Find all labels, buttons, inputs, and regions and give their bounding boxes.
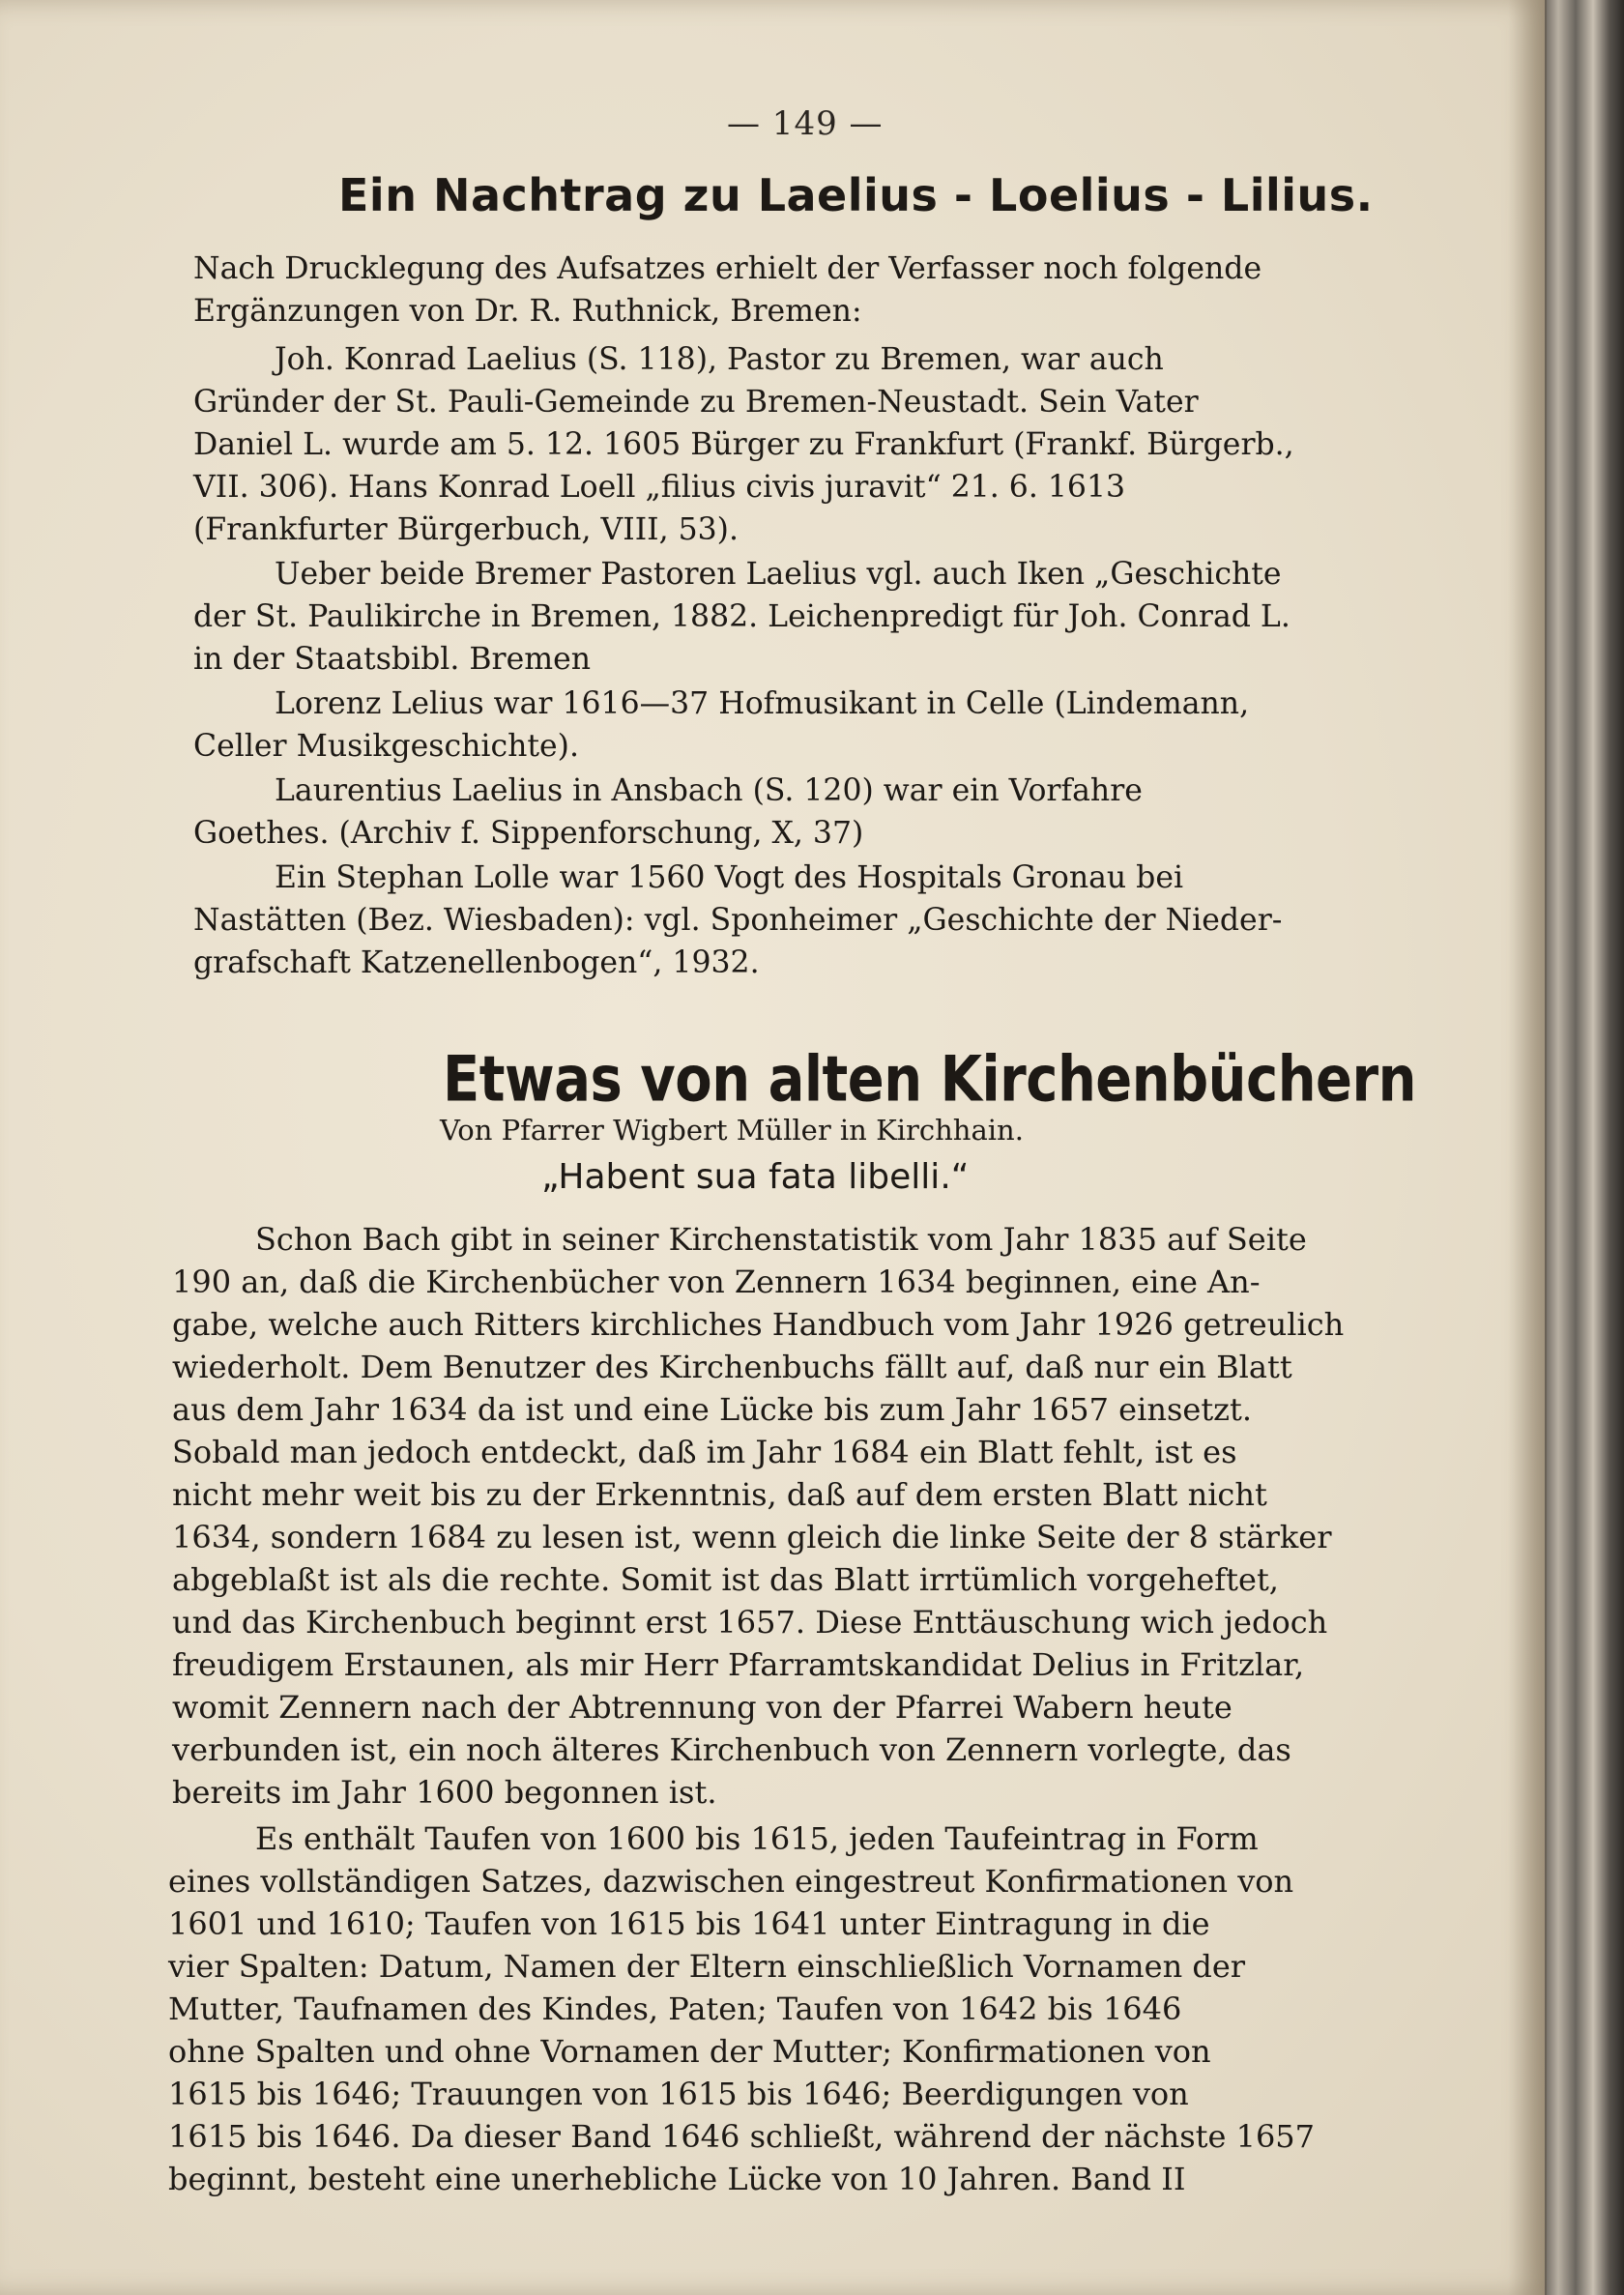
page-number: — 149 — [727, 104, 884, 143]
text-line: abgeblaßt ist als die rechte. Somit ist das Blatt irrtümlich vorgeheftet, [172, 1561, 1279, 1598]
text-line: und das Kirchenbuch beginnt erst 1657. Diese Enttäuschung wich jedoch [172, 1604, 1328, 1641]
author-byline: Von Pfarrer Wigbert Müller in Kirchhain. [440, 1114, 1024, 1147]
text-line: Nastätten (Bez. Wiesbaden): vgl. Sponheimer „Geschichte der Nieder- [193, 903, 1283, 938]
text-line: Es enthält Taufen von 1600 bis 1615, jeden Taufeintrag in Form [255, 1820, 1259, 1857]
text-line: womit Zennern nach der Abtrennung von der Pfarrei Wabern heute [172, 1689, 1232, 1726]
text-line: der St. Paulikirche in Bremen, 1882. Leichenpredigt für Joh. Conrad L. [193, 599, 1290, 634]
text-line: freudigem Erstaunen, als mir Herr Pfarramtskandidat Delius in Fritzlar, [172, 1646, 1305, 1683]
text-line: 190 an, daß die Kirchenbücher von Zennern 1634 beginnen, eine An- [172, 1264, 1261, 1300]
motto-quote: „Habent sua fata libelli.“ [541, 1157, 970, 1197]
text-line: Mutter, Taufnamen des Kindes, Paten; Taufen von 1642 bis 1646 [168, 1990, 1182, 2027]
text-line: VII. 306). Hans Konrad Loell „filius civis juravit“ 21. 6. 1613 [193, 470, 1126, 505]
text-line: aus dem Jahr 1634 da ist und eine Lücke bis zum Jahr 1657 einsetzt. [172, 1391, 1253, 1428]
text-line: Goethes. (Archiv f. Sippenforschung, X, 37) [193, 816, 864, 851]
text-line: Lorenz Lelius war 1616—37 Hofmusikant in Celle (Lindemann, [275, 686, 1250, 721]
section-title-kirchenbuecher: Etwas von alten Kirchenbüchern [443, 1042, 1416, 1117]
text-line: nicht mehr weit bis zu der Erkenntnis, daß auf dem ersten Blatt nicht [172, 1476, 1267, 1513]
text-line: gabe, welche auch Ritters kirchliches Handbuch vom Jahr 1926 getreulich [172, 1306, 1345, 1343]
text-line: Schon Bach gibt in seiner Kirchenstatistik vom Jahr 1835 auf Seite [255, 1221, 1307, 1258]
text-line: vier Spalten: Datum, Namen der Eltern einschließlich Vornamen der [168, 1948, 1246, 1985]
text-line: Nach Drucklegung des Aufsatzes erhielt der Verfasser noch folgende [193, 251, 1262, 286]
text-line: (Frankfurter Bürgerbuch, VIII, 53). [193, 512, 739, 547]
text-line: 1634, sondern 1684 zu lesen ist, wenn gleich die linke Seite der 8 stärker [172, 1519, 1332, 1555]
text-line: Laurentius Laelius in Ansbach (S. 120) war ein Vorfahre [275, 773, 1143, 808]
text-line: ohne Spalten und ohne Vornamen der Mutter; Konfirmationen von [168, 2033, 1211, 2070]
text-line: Ein Stephan Lolle war 1560 Vogt des Hospitals Gronau bei [275, 860, 1184, 895]
text-line: beginnt, besteht eine unerhebliche Lücke von 10 Jahren. Band II [168, 2161, 1186, 2197]
section-title-nachtrag: Ein Nachtrag zu Laelius - Loelius - Lilius. [338, 169, 1374, 221]
text-line: wiederholt. Dem Benutzer des Kirchenbuchs fällt auf, daß nur ein Blatt [172, 1349, 1292, 1385]
text-line: in der Staatsbibl. Bremen [193, 642, 592, 677]
text-line: 1615 bis 1646; Trauungen von 1615 bis 1646; Beerdigungen von [168, 2076, 1189, 2112]
text-line: Joh. Konrad Laelius (S. 118), Pastor zu Bremen, war auch [275, 342, 1164, 377]
text-line: eines vollständigen Satzes, dazwischen eingestreut Konfirmationen von [168, 1863, 1294, 1900]
text-line: 1601 und 1610; Taufen von 1615 bis 1641 unter Eintragung in die [168, 1905, 1210, 1942]
text-line: Ergänzungen von Dr. R. Ruthnick, Bremen: [193, 294, 862, 329]
text-line: Sobald man jedoch entdeckt, daß im Jahr 1684 ein Blatt fehlt, ist es [172, 1434, 1237, 1470]
text-line: grafschaft Katzenellenbogen“, 1932. [193, 945, 760, 980]
text-line: Gründer der St. Pauli-Gemeinde zu Bremen-Neustadt. Sein Vater [193, 385, 1199, 420]
text-line: Celler Musikgeschichte). [193, 729, 579, 764]
text-line: verbunden ist, ein noch älteres Kirchenbuch von Zennern vorlegte, das [172, 1731, 1291, 1768]
text-line: 1615 bis 1646. Da dieser Band 1646 schließt, während der nächste 1657 [168, 2118, 1316, 2155]
page-edge-shadow [1508, 0, 1547, 2295]
text-line: bereits im Jahr 1600 begonnen ist. [172, 1774, 717, 1811]
text-line: Daniel L. wurde am 5. 12. 1605 Bürger zu Frankfurt (Frankf. Bürgerb., [193, 427, 1294, 462]
text-line: Ueber beide Bremer Pastoren Laelius vgl. auch Iken „Geschichte [275, 557, 1282, 592]
